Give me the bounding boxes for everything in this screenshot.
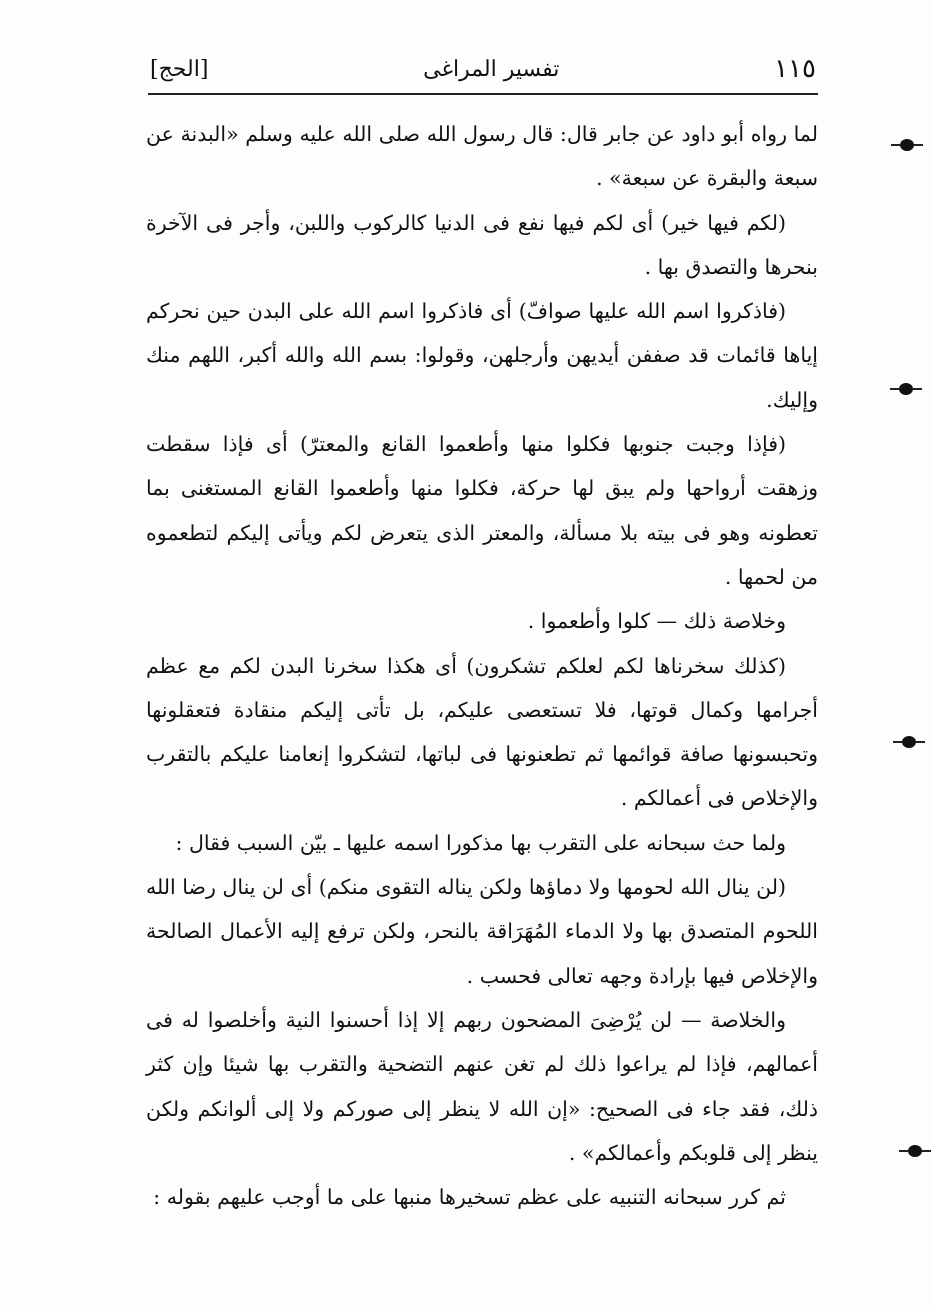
header-rule xyxy=(148,93,818,95)
paragraph-7: ولما حث سبحانه على التقرب بها مذكورا اسمه عليها ـ بيّن السبب فقال : xyxy=(175,830,786,855)
paragraph-8: (لن ينال الله لحومها ولا دماؤها ولكن يناله التقوى منكم) أى لن ينال رضا الله اللحوم المتصدق بها ولا الدماء المُهَرَاقة بالنحر، ولكن ترفع إليه الأعمال الصالحة والإخلاص فيها بإرادة وجهه تعالى فحسب . xyxy=(146,875,818,988)
margin-mark-icon xyxy=(897,382,915,396)
paragraph-6: (كذلك سخرناها لكم لعلكم تشكرون) أى هكذا سخرنا البدن لكم مع عظم أجرامها وكمال قوتها، فلا تستعصى عليكم، بل تأتى إليكم منقادة فتعقلونها وتحبسونها صافة قوائمها ثم تطعنونها فى لباتها، لتشكروا إنعامنا عليكم بالتقرب والإخلاص فى أعمالكم . xyxy=(146,653,818,811)
book-title: تفسير المراغى xyxy=(423,56,560,82)
page-number: ١١٥ xyxy=(774,54,816,84)
margin-mark-icon xyxy=(906,1144,924,1158)
margin-mark-icon xyxy=(898,138,916,152)
paragraph-9: والخلاصة — لن يُرْضِىَ المضحون ربهم إلا إذا أحسنوا النية وأخلصوا له فى أعمالهم، فإذا لم يراعوا ذلك لم تغن عنهم التضحية والتقرب بها شيئا وإن كثر ذلك، فقد جاء فى الصحيح: «إن الله لا ينظر إلى صوركم ولا إلى ألوانكم ولكن ينظر إلى قلوبكم وأعمالكم» . xyxy=(146,1007,818,1165)
paragraph-10: ثم كرر سبحانه التنبيه على عظم تسخيرها منبها على ما أوجب عليهم بقوله : xyxy=(153,1185,786,1210)
surah-name: [الحج] xyxy=(150,56,209,82)
paragraph-4: (فإذا وجبت جنوبها فكلوا منها وأطعموا القانع والمعترّ) أى فإذا سقطت وزهقت أرواحها ولم يبق لها حركة، فكلوا منها وأطعموا القانع المستغنى بما تعطونه وهو فى بيته بلا مسألة، والمعتر الذى يتعرض لكم ويأتى إليكم لتطعموه من لحمها . xyxy=(146,432,818,589)
page-header xyxy=(150,48,816,90)
page-body xyxy=(146,112,818,1219)
paragraph-3: (فاذكروا اسم الله عليها صوافّ) أى فاذكروا اسم الله على البدن حين نحركم إياها قائمات قد صففن أيديهن وأرجلهن، وقولوا: بسم الله والله أكبر، اللهم منك وإليك. xyxy=(146,299,818,412)
paragraph-1: لما رواه أبو داود عن جابر قال: قال رسول الله صلى الله عليه وسلم «البدنة عن سبعة والبقرة عن سبعة» . xyxy=(146,122,818,191)
paragraph-2: (لكم فيها خير) أى لكم فيها نفع فى الدنيا كالركوب واللبن، وأجر فى الآخرة بنحرها والتصدق بها . xyxy=(146,210,818,279)
margin-mark-icon xyxy=(900,735,918,749)
paragraph-5: وخلاصة ذلك — كلوا وأطعموا . xyxy=(527,609,786,634)
